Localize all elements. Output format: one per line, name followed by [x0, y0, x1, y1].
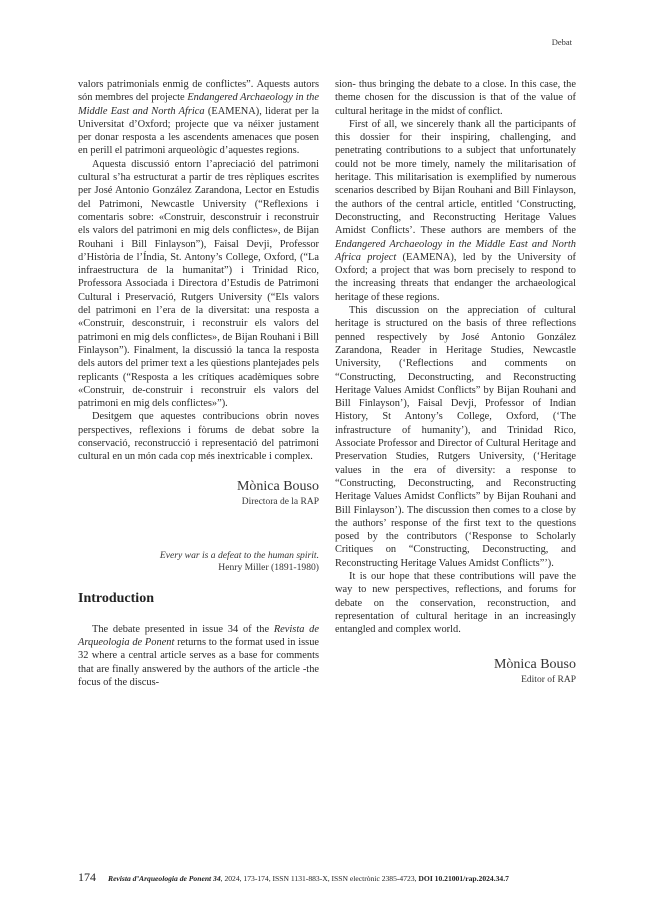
signature-role: Editor of RAP	[521, 675, 576, 686]
text-run: The debate presented in issue 34 of the	[92, 623, 274, 635]
right-paragraph-2	[335, 118, 576, 304]
page-footer	[78, 870, 572, 885]
right-paragraph-4: It is our hope that these contributions will pave the way to new perspectives, reflections, and forums for debate on the conservation, reconstruction, and representation of cultural heritage in an increasingly entangled and complex world.	[335, 570, 576, 636]
text-run: (EAMENA), led by the University of Oxford; a project that was born precisely to respond to the increasing threats that endanger the archaeological heritage of these regions.	[335, 251, 576, 303]
epigraph-author: Henry Miller (1891-1980)	[218, 562, 319, 574]
epigraph	[78, 550, 319, 575]
right-column	[335, 78, 576, 686]
left-paragraph-4	[78, 623, 319, 689]
section-title: Introduction	[78, 590, 154, 606]
epigraph-quote: Every war is a defeat to the human spirit.	[159, 549, 319, 561]
journal-name: Revista de Arqueologia de Ponent	[78, 623, 319, 648]
left-column	[78, 78, 319, 689]
running-header: Debat	[551, 37, 572, 47]
footer-doi: DOI 10.21001/rap.2024.34.7	[418, 874, 509, 883]
signature-name: Mònica Bouso	[236, 478, 319, 494]
left-paragraph-2: Aquesta discussió entorn l’apreciació del patrimoni cultural s’ha estructurat a partir de tres rèpliques escrites per José Antonio González Zarandona, Lector en Estudis del Patrimoni, Newcastle University (“Reflexions i comentaris sobre: «Construir, desconstruir i reconstruir els valors del patrimoni en mig dels conflictes», de Bijan Rouhani i Bill Finlayson”), Faisal Devji, Professor d’Història de l’Índia, St. Antony’s College, Oxford, (“La infraestructura de la humanitat”) i Trinidad Rico, Professora Associada i Directora d’Estudis de Patrimoni Cultural i Preservació, Rutgers University (“Els valors del patrimoni en l’era de la diversitat: una resposta a «Construir, desconstruir, i reconstruir els valors del patrimoni en mig dels conflictes», de Bijan Rouhani i Bill Finlayson”). Finalment, la discussió la tanca la resposta dels autors del primer text a les qüestions plantejades pels replicants (“Resposta a les crítiques acadèmiques sobre «Construir, de-construir i reconstruir els valors del patrimoni en mig dels conflictes»”).	[78, 158, 319, 410]
signature-english	[335, 656, 576, 686]
right-paragraph-1: sion- thus bringing the debate to a close. In this case, the theme chosen for the discussion is that of the value of cultural heritage in the midst of conflict.	[335, 79, 576, 117]
footer-citation: , 2024, 173-174, ISSN 1131-883-X, ISSN electrònic 2385-4723,	[220, 874, 419, 883]
left-paragraph-3: Desitgem que aquestes contribucions obrin noves perspectives, reflexions i fòrums de debat sobre la conservació, reconstrucció i representació del patrimoni cultural en un món cada cop més inextricable i complex.	[78, 411, 319, 463]
project-name: Endangered Archaeology in the Middle East and North Africa project	[335, 238, 576, 263]
text-run: First of all, we sincerely thank all the participants of this dossier for their inspiring, challenging, and penetrating contributions to a subject that unfortunately could not be more timely, namely the militarisation of heritage. This militarisation is exemplified by numerous scenarios described by Bijan Rouhani and Bill Finlayson, the authors of the central article, entitled ‘Constructing, Deconstructing, and Reconstructing Heritage Values Amidst Conflicts’. These authors are members of the	[335, 118, 576, 237]
text-run: returns to the format used in issue 32 where a central article serves as a base for comments that are finally answered by the authors of the article -the focus of the discus-	[78, 636, 320, 688]
text-run: valors patrimonials enmig de conflictes”. Aquests autors són membres del projecte	[78, 79, 319, 104]
right-paragraph-3: This discussion on the appreciation of cultural heritage is structured on the basis of three reflections penned respectively by José Antonio González Zarandona, Reader in Heritage Studies, Newcastle University, (‘Reflections and comments on “Constructing, Deconstructing, and Reconstructing Heritage Values Amidst Conflicts” by Bijan Rouhani and Bill Finlayson’), Faisal Devji, Professor of Indian History, St Antony’s College, Oxford, (‘The infrastructure of humanity’), and Trinidad Rico, Associate Professor and Director of Cultural Heritage and Preservation Studies, Rutgers University, (‘Heritage values in the era of diversity: a response to “Constructing, Deconstructing, and Reconstructing Heritage Values Amidst Conflicts” by Bijan Rouhani and Bill Finlayson’). The discussion then comes to a close by the authors’ response of the first text to the questions posed by the contributors (‘Response to Scholarly Critiques on “Constructing, Deconstructing, and Reconstructing Heritage Values Amidst Conflicts”’).	[335, 305, 576, 569]
page-number: 174	[78, 870, 96, 884]
signature-catalan	[78, 478, 319, 508]
project-name: Endangered Archaeology in the Middle East and North Africa	[78, 92, 319, 117]
left-paragraph-1	[78, 78, 319, 158]
signature-name: Mònica Bouso	[493, 657, 576, 673]
footer-journal: Revista d’Arqueologia de Ponent 34	[108, 874, 221, 883]
signature-role: Directora de la RAP	[241, 496, 319, 507]
text-run: (EAMENA), liderat per la Universitat d’Oxford; projecte que va néixer justament per donar resposta a les ascendents amenaces que posen en perill el patrimoni arqueològic d’aquestes regions.	[78, 105, 319, 157]
